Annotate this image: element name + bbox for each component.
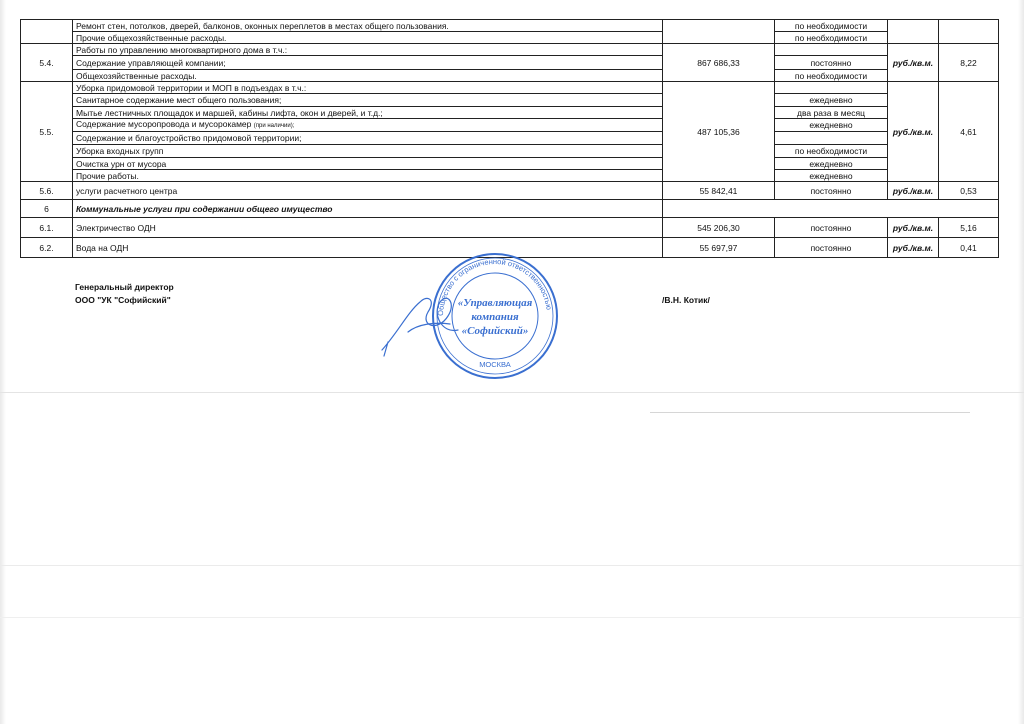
period-cell: постоянно <box>775 56 888 70</box>
sum-cell: 487 105,36 <box>663 82 775 182</box>
row-number: 5.4. <box>21 44 73 82</box>
unit-cell: руб./кв.м. <box>888 44 939 82</box>
stamp-line-3: «Софийский» <box>461 325 529 337</box>
period-cell: ежедневно <box>775 119 888 132</box>
service-cell: Работы по управлению многоквартирного дома в т.ч.: <box>73 44 663 56</box>
period-cell: ежедневно <box>775 170 888 182</box>
table-row <box>21 70 999 82</box>
row-number: 5.5. <box>21 82 73 182</box>
period-cell: по необходимости <box>775 70 888 82</box>
section-title: Коммунальные услуги при содержании общего имущество <box>73 200 663 218</box>
stamp-ring-text: Общество с ограниченной ответственностью <box>435 256 554 317</box>
unit-cell: руб./кв.м. <box>888 218 939 238</box>
period-cell: по необходимости <box>775 20 888 32</box>
service-cell: Общехозяйственные расходы. <box>73 70 663 82</box>
signatory-company: ООО "УК "Софийский" <box>75 295 171 305</box>
period-cell: ежедневно <box>775 158 888 170</box>
table-row <box>21 94 999 107</box>
sum-cell: 55 697,97 <box>663 238 775 258</box>
row-number: 5.6. <box>21 182 73 200</box>
service-cell: Мытье лестничных площадок и маршей, кабины лифта, окон и дверей, и т.д.; <box>73 107 663 119</box>
rate-cell: 0,41 <box>939 238 999 258</box>
scan-artifact-line <box>650 412 970 413</box>
period-cell: постоянно <box>775 238 888 258</box>
stamp-line-2: компания <box>471 311 519 323</box>
page-right-edge <box>1018 0 1024 724</box>
stamp-line-1: «Управляющая <box>457 297 533 309</box>
signatory-name: /В.Н. Котик/ <box>662 295 710 305</box>
table-row <box>21 170 999 182</box>
page-left-edge <box>0 0 6 724</box>
rate-cell: 8,22 <box>939 44 999 82</box>
table-row <box>21 32 999 44</box>
period-cell: постоянно <box>775 182 888 200</box>
service-cell: Очистка урн от мусора <box>73 158 663 170</box>
table-row <box>21 119 999 132</box>
service-cell: Содержание и благоустройство придомовой территории; <box>73 132 663 145</box>
period-cell: по необходимости <box>775 145 888 158</box>
rate-cell: 5,16 <box>939 218 999 238</box>
service-cell <box>73 119 663 132</box>
sum-cell: 867 686,33 <box>663 44 775 82</box>
scan-artifact-line <box>0 392 1024 393</box>
period-cell: ежедневно <box>775 94 888 107</box>
row-number: 6.1. <box>21 218 73 238</box>
service-cell: Санитарное содержание мест общего пользования; <box>73 94 663 107</box>
service-cell: Прочие общехозяйственные расходы. <box>73 32 663 44</box>
service-cell: Уборка входных групп <box>73 145 663 158</box>
sum-cell: 55 842,41 <box>663 182 775 200</box>
row-number: 6 <box>21 200 73 218</box>
period-cell: два раза в месяц <box>775 107 888 119</box>
service-cell: Прочие работы. <box>73 170 663 182</box>
rate-cell: 4,61 <box>939 82 999 182</box>
service-note: (при наличии); <box>253 123 295 129</box>
table-row-section <box>21 200 999 218</box>
sum-cell: 545 206,30 <box>663 218 775 238</box>
table-row <box>21 44 999 56</box>
table-row <box>21 132 999 145</box>
service-cell: Уборка придомовой территории и МОП в подъездах в т.ч.: <box>73 82 663 94</box>
row-number: 6.2. <box>21 238 73 258</box>
service-cell: услуги расчетного центра <box>73 182 663 200</box>
signatory-position: Генеральный директор <box>75 282 174 292</box>
scan-artifact-line <box>0 617 1024 618</box>
stamp-city: МОСКВА <box>479 360 511 369</box>
services-cost-table <box>20 19 999 258</box>
unit-cell: руб./кв.м. <box>888 182 939 200</box>
period-cell: постоянно <box>775 218 888 238</box>
table-row <box>21 82 999 94</box>
company-stamp <box>430 251 560 381</box>
table-row <box>21 107 999 119</box>
table-row <box>21 158 999 170</box>
table-row <box>21 218 999 238</box>
service-cell: Ремонт стен, потолков, дверей, балконов, оконных переплетов в местах общего пользования. <box>73 20 663 32</box>
table-row <box>21 56 999 70</box>
table-row <box>21 20 999 32</box>
table-row <box>21 182 999 200</box>
table-row <box>21 145 999 158</box>
scan-artifact-line <box>0 565 1024 566</box>
service-cell: Содержание управляющей компании; <box>73 56 663 70</box>
rate-cell: 0,53 <box>939 182 999 200</box>
unit-cell: руб./кв.м. <box>888 238 939 258</box>
service-cell: Вода на ОДН <box>73 238 663 258</box>
service-text: Содержание мусоропровода и мусорокамер <box>76 119 252 129</box>
service-cell: Электричество ОДН <box>73 218 663 238</box>
unit-cell: руб./кв.м. <box>888 82 939 182</box>
period-cell: по необходимости <box>775 32 888 44</box>
